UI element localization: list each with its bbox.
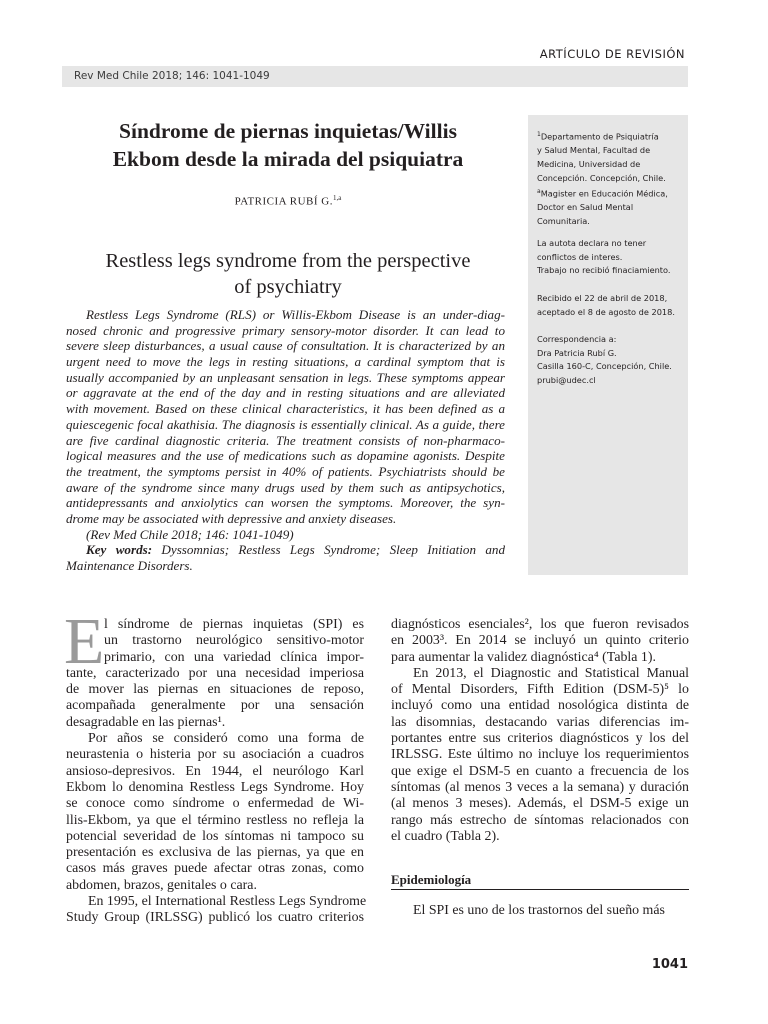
body-line: (al menos 3 meses). Además, el DSM-5 exige un	[391, 796, 689, 812]
affiliation-mark: 1	[537, 131, 541, 138]
body-line: Por años se consideró como una forma de	[88, 731, 364, 747]
affiliation-line: Concepción. Concepción, Chile.	[537, 172, 666, 183]
body-line: se conoce como síndrome o enfermedad de Wi-	[66, 796, 364, 812]
article-title-line: Síndrome de piernas inquietas/Willis	[119, 119, 457, 143]
article-title-line: Ekbom desde la mirada del psiquiatra	[112, 147, 464, 171]
correspondence-email[interactable]: prubi@udec.cl	[537, 374, 596, 385]
keywords-line: Maintenance Disorders.	[66, 558, 193, 573]
body-column-right	[391, 617, 689, 845]
abstract-line: severe sleep disturbances, a usual cause of consultation. It is characterized by an	[66, 338, 505, 354]
body-line: Study Group (IRLSSG) publicó los cuatro criterios	[66, 910, 364, 926]
abstract-line: antidepressants and anxiolytics can worsen the symptoms. Moreover, the syn-	[66, 495, 505, 511]
article-title	[66, 117, 510, 173]
body-line: tante, caracterizado por una necesidad imperiosa	[66, 665, 364, 681]
section-first-line	[391, 903, 689, 919]
keywords-line	[66, 542, 505, 558]
body-line: abdomen, brazos, genitales o cara.	[66, 877, 257, 893]
abstract-line: quiescegenic focal akathisia. The diagnosis is essentially clinical. As a guide, there	[66, 416, 505, 432]
abstract-line: the treatment, the symptoms persist in 40% of patients. Psychiatrists should be	[66, 463, 505, 479]
body-line: acompañada generalmente por una sensación	[66, 698, 364, 714]
abstract-line: nosed chronic and progressive primary sensory-motor disorder. It can lead to	[66, 322, 505, 338]
section-label: ARTÍCULO DE REVISIÓN	[539, 47, 685, 61]
body-line: Ekbom lo denomina Restless Legs Syndrome. Hoy	[66, 779, 364, 795]
affiliation-line: Doctor en Salud Mental	[537, 202, 634, 213]
correspondence-block	[537, 333, 685, 387]
conflicts-block	[537, 237, 685, 278]
body-line: síntomas (al menos 3 veces a la semana) y duración	[391, 779, 689, 795]
dates-line: Recibido el 22 de abril de 2018,	[537, 293, 668, 303]
body-line: neurastenia o histeria por su asociación a cuadros	[66, 747, 364, 763]
affiliation-block	[537, 128, 685, 229]
abstract-line: with movement. Based on these clinical characteristics, it has been defined as a	[66, 401, 505, 417]
abstract-line: or aggravate at the end of the day and in resting situations and are alleviated	[66, 385, 505, 401]
body-line: llis-Ekbom, ya que el término restless no refleja la	[66, 812, 364, 828]
body-line: incluyó como una entidad nosológica distinta de	[391, 698, 689, 714]
body-line: para aumentar la validez diagnóstica⁴ (Tabla 1).	[391, 649, 656, 665]
body-line: rango más estrecho de síntomas relacionados con	[391, 812, 689, 828]
body-line: potencial severidad de los síntomas ni tampoco su	[66, 828, 364, 844]
body-line: el cuadro (Tabla 2).	[391, 828, 500, 844]
journal-citation: Rev Med Chile 2018; 146: 1041-1049	[74, 70, 270, 82]
drop-cap: E	[64, 605, 105, 678]
abstract-line: Restless Legs Syndrome (RLS) or Willis-Ekbom Disease is an under-diag-	[86, 307, 505, 322]
body-line: En 1995, el International Restless Legs Syndrome	[88, 894, 367, 910]
abstract-citation: (Rev Med Chile 2018; 146: 1041-1049)	[86, 526, 294, 542]
body-line: un trastorno neurológico sensitivo-motor	[104, 633, 364, 649]
body-line: presentación es exclusiva de las piernas, ya que en	[66, 845, 364, 861]
dates-block	[537, 292, 685, 319]
body-line: l síndrome de piernas inquietas (SPI) es	[104, 617, 364, 632]
keywords-label: Key words:	[86, 542, 153, 558]
page-number: 1041	[651, 957, 688, 972]
body-column-left	[66, 617, 367, 927]
section-heading: Epidemiología	[391, 872, 472, 887]
body-line: IRLSSG. Este último no incluye los requerimientos	[391, 747, 689, 763]
abstract-line: aware of the syndrome since many drugs used by them such as antipsychotics,	[66, 479, 505, 495]
affiliation-line: y Salud Mental, Facultad de	[537, 145, 651, 156]
abstract-line: urgent need to move the legs in resting situations, a cardinal symptom that is	[66, 354, 505, 370]
correspondence-line: Correspondencia a:	[537, 334, 617, 344]
affiliation-mark: a	[537, 188, 541, 196]
author-affiliation-marks: 1,a	[333, 194, 342, 202]
affiliation-line: Comunitaria.	[537, 216, 590, 227]
author-line	[66, 194, 510, 208]
correspondence-line: Casilla 160-C, Concepción, Chile.	[537, 361, 672, 372]
english-title-line: Restless legs syndrome from the perspective	[105, 250, 471, 272]
dates-line: aceptado el 8 de agosto de 2018.	[537, 306, 675, 317]
body-line: en 2003³. En 2014 se incluyó un quinto criterio	[391, 633, 689, 649]
body-line: El SPI es uno de los trastornos del sueño más	[413, 903, 665, 918]
affiliation-line: $^1$Departamento de Psiquiatría	[537, 131, 659, 142]
body-line: de mover las piernas en situaciones de reposo,	[66, 682, 364, 698]
affiliation-line: $^a$Magister en Educación Médica,	[537, 188, 668, 199]
section-rule	[391, 889, 689, 890]
body-line: las disomnias, destacando varias diferencias im-	[391, 714, 689, 730]
conflicts-line: conflictos de interes.	[537, 251, 623, 262]
author-name: PATRICIA RUBÍ G.	[234, 195, 333, 208]
abstract-line: logical measures and the use of medications such as dopamine agonists. Despite	[66, 448, 505, 464]
conflicts-line: Trabajo no recibió finaciamiento.	[537, 265, 671, 276]
abstract-line: drome may be associated with depressive and anxiety diseases.	[66, 510, 397, 526]
body-line: ansioso-depresivos. En 1944, el neurólogo Karl	[66, 763, 364, 779]
body-line: En 2013, el Diagnostic and Statistical Manual	[413, 665, 689, 681]
abstract-line: are five cardinal diagnostic criteria. The treatment consists of non-pharmaco-	[66, 432, 505, 448]
keywords-text: Dyssomnias; Restless Legs Syndrome; Sleep Initiation and	[161, 542, 505, 558]
english-title	[66, 248, 510, 300]
abstract-line: usually accompanied by an unpleasant sensation in legs. These symptoms appear	[66, 369, 505, 385]
affiliation-line: Medicina, Universidad de	[537, 158, 641, 169]
abstract	[66, 307, 505, 574]
body-line: of Mental Disorders, Fifth Edition (DSM-5)⁵ lo	[391, 682, 689, 698]
body-line: desagradable en las piernas¹.	[66, 714, 226, 730]
conflicts-line: La autota declara no tener	[537, 238, 647, 248]
body-line: que exige el DSM-5 en cuanto a frecuencia de los	[391, 763, 689, 779]
body-line: primario, con una variedad clínica impor-	[104, 649, 364, 665]
correspondence-line: Dra Patricia Rubí G.	[537, 347, 617, 358]
body-line: portantes entre sus criterios diagnósticos y los del	[391, 731, 689, 747]
body-line: casos más graves puede afectar otras zonas, como	[66, 861, 364, 877]
english-title-line: of psychiatry	[234, 276, 342, 298]
body-line: diagnósticos esenciales², los que fueron revisados	[391, 617, 689, 632]
